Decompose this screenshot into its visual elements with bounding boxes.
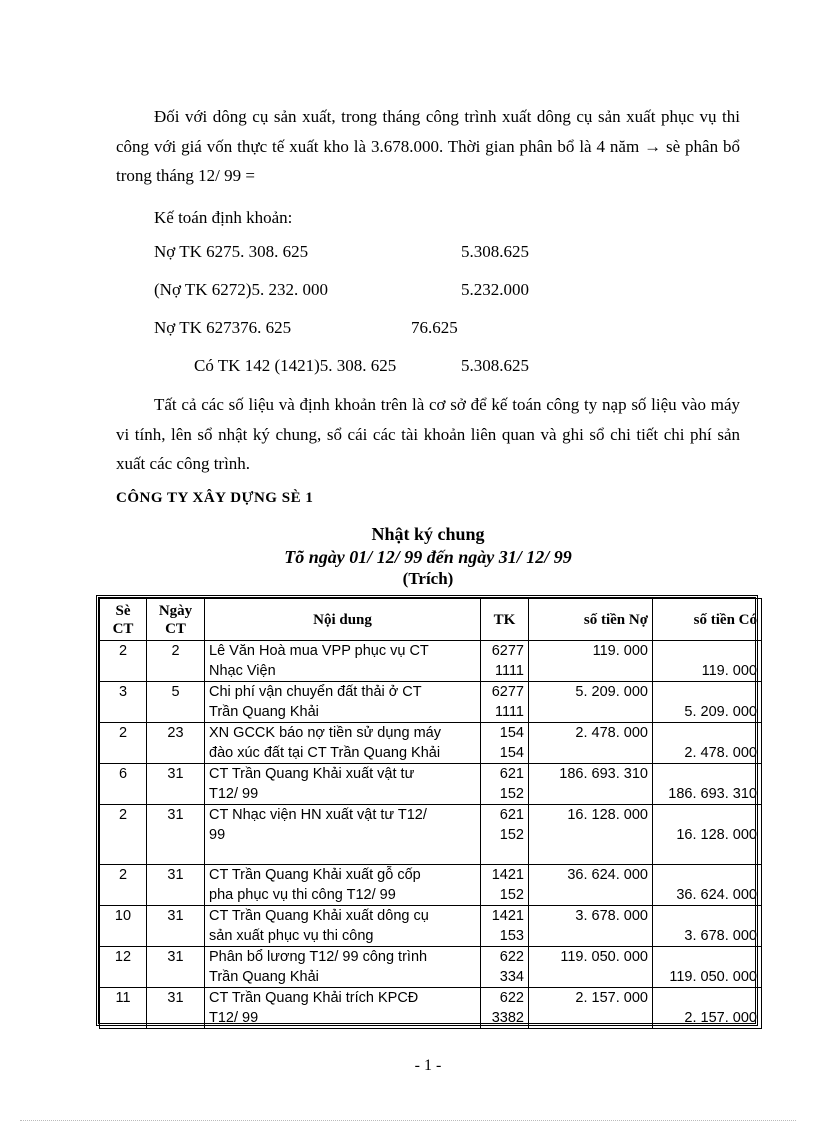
cell-so-tien-co: 119. 000	[653, 641, 762, 682]
journal-period: Tõ ngày 01/ 12/ 99 đến ngày 31/ 12/ 99	[284, 547, 572, 567]
cell-so-tien-co: 2. 157. 000	[653, 988, 762, 1029]
cell-tk: 154 154	[481, 723, 529, 764]
cell-ngay-ct: 31	[147, 764, 205, 805]
cell-so-tien-co: 3. 678. 000	[653, 906, 762, 947]
cell-tk: 6277 1111	[481, 682, 529, 723]
cell-noi-dung: XN GCCK báo nợ tiền sử dụng máy đào xúc đất tại CT Trần Quang Khải	[205, 723, 481, 764]
cell-tk: 622 3382	[481, 988, 529, 1029]
cell-noi-dung: CT Trần Quang Khải trích KPCĐ T12/ 99	[205, 988, 481, 1029]
cell-tk: 622 334	[481, 947, 529, 988]
cell-se-ct: 6	[100, 764, 147, 805]
table-row	[100, 865, 762, 906]
company-name: CÔNG TY XÂY DỰNG SÈ 1	[116, 490, 314, 506]
cell-noi-dung: CT Trần Quang Khải xuất vật tư T12/ 99	[205, 764, 481, 805]
cell-ngay-ct: 31	[147, 805, 205, 865]
table-row	[100, 805, 762, 865]
cell-so-tien-no: 186. 693. 310	[529, 764, 653, 805]
cell-so-tien-co: 16. 128. 000	[653, 805, 762, 865]
entry-amount-3: 76.625	[411, 318, 458, 337]
entry-amount-2: 5.232.000	[461, 280, 529, 299]
cell-se-ct: 2	[100, 723, 147, 764]
header-noi-dung: Nội dung	[205, 599, 481, 641]
cell-tk: 1421 152	[481, 865, 529, 906]
cell-so-tien-co: 2. 478. 000	[653, 723, 762, 764]
cell-ngay-ct: 31	[147, 906, 205, 947]
table-row	[100, 906, 762, 947]
cell-noi-dung: CT Nhạc viện HN xuất vật tư T12/ 99	[205, 805, 481, 865]
cell-ngay-ct: 2	[147, 641, 205, 682]
entry-amount-1: 5.308.625	[461, 242, 529, 261]
header-tk: TK	[481, 599, 529, 641]
cell-so-tien-no: 36. 624. 000	[529, 865, 653, 906]
entry-amount-4: 5.308.625	[461, 356, 529, 375]
cell-se-ct: 2	[100, 805, 147, 865]
cell-se-ct: 2	[100, 865, 147, 906]
cell-se-ct: 3	[100, 682, 147, 723]
table-row	[100, 764, 762, 805]
header-se-ct: Sè CT	[100, 599, 147, 641]
cell-tk: 621 152	[481, 764, 529, 805]
cell-so-tien-no: 119. 000	[529, 641, 653, 682]
cell-tk: 6277 1111	[481, 641, 529, 682]
journal-note: (Trích)	[402, 569, 454, 588]
cell-noi-dung: CT Trần Quang Khải xuất gỗ cốp pha phục vụ thi công T12/ 99	[205, 865, 481, 906]
cell-so-tien-no: 16. 128. 000	[529, 805, 653, 865]
cell-ngay-ct: 5	[147, 682, 205, 723]
cell-so-tien-no: 3. 678. 000	[529, 906, 653, 947]
intro-paragraph: Đối với dông cụ sản xuất, trong tháng công trình xuất dông cụ sản xuất phục vụ thi công với giá vốn thực tế xuất kho là 3.678.000. Thời gian phân bổ là 4 năm → sè phân bổ trong tháng 12/ 99 =	[116, 107, 740, 185]
cell-tk: 621 152	[481, 805, 529, 865]
entry-account-4: Có TK 142 (1421)5. 308. 625	[194, 356, 397, 375]
cell-se-ct: 11	[100, 988, 147, 1029]
cell-so-tien-no: 2. 478. 000	[529, 723, 653, 764]
cell-se-ct: 10	[100, 906, 147, 947]
header-so-tien-co: số tiền Có	[653, 599, 762, 641]
table-row	[100, 682, 762, 723]
page-divider	[20, 1120, 796, 1121]
header-ngay-ct: Ngày CT	[147, 599, 205, 641]
cell-ngay-ct: 31	[147, 988, 205, 1029]
entry-account-1: Nợ TK 6275. 308. 625	[154, 242, 309, 261]
table-header-row	[100, 599, 762, 641]
cell-so-tien-no: 2. 157. 000	[529, 988, 653, 1029]
cell-tk: 1421 153	[481, 906, 529, 947]
entry-heading: Kế toán định khoản:	[154, 208, 293, 227]
cell-so-tien-co: 5. 209. 000	[653, 682, 762, 723]
cell-so-tien-no: 5. 209. 000	[529, 682, 653, 723]
cell-so-tien-co: 36. 624. 000	[653, 865, 762, 906]
journal-title: Nhật ký chung	[371, 524, 485, 544]
header-so-tien-no: số tiền Nợ	[529, 599, 653, 641]
table-row	[100, 641, 762, 682]
summary-paragraph: Tất cả các số liệu và định khoản trên là cơ sở để kế toán công ty nạp số liệu vào máy vi tính, lên sổ nhật ký chung, sổ cái các tài khoản liên quan và ghi sổ chi tiết chi phí sản xuất các công trình.	[116, 395, 740, 473]
cell-noi-dung: Phân bổ lương T12/ 99 công trình Trần Quang Khải	[205, 947, 481, 988]
cell-ngay-ct: 31	[147, 947, 205, 988]
cell-se-ct: 2	[100, 641, 147, 682]
cell-so-tien-co: 119. 050. 000	[653, 947, 762, 988]
cell-noi-dung: Chi phí vận chuyển đất thải ở CT Trần Quang Khải	[205, 682, 481, 723]
table-row	[100, 947, 762, 988]
cell-noi-dung: Lê Văn Hoà mua VPP phục vụ CT Nhạc Viện	[205, 641, 481, 682]
cell-so-tien-co: 186. 693. 310	[653, 764, 762, 805]
table-row	[100, 988, 762, 1029]
cell-se-ct: 12	[100, 947, 147, 988]
entry-account-2: (Nợ TK 6272)5. 232. 000	[154, 280, 328, 299]
page-number: - 1 -	[414, 1057, 442, 1074]
cell-ngay-ct: 23	[147, 723, 205, 764]
cell-ngay-ct: 31	[147, 865, 205, 906]
cell-so-tien-no: 119. 050. 000	[529, 947, 653, 988]
table-row	[100, 723, 762, 764]
journal-table	[96, 595, 758, 1026]
cell-noi-dung: CT Trần Quang Khải xuất dông cụ sản xuất phục vụ thi công	[205, 906, 481, 947]
entry-account-3: Nợ TK 627376. 625	[154, 318, 292, 337]
